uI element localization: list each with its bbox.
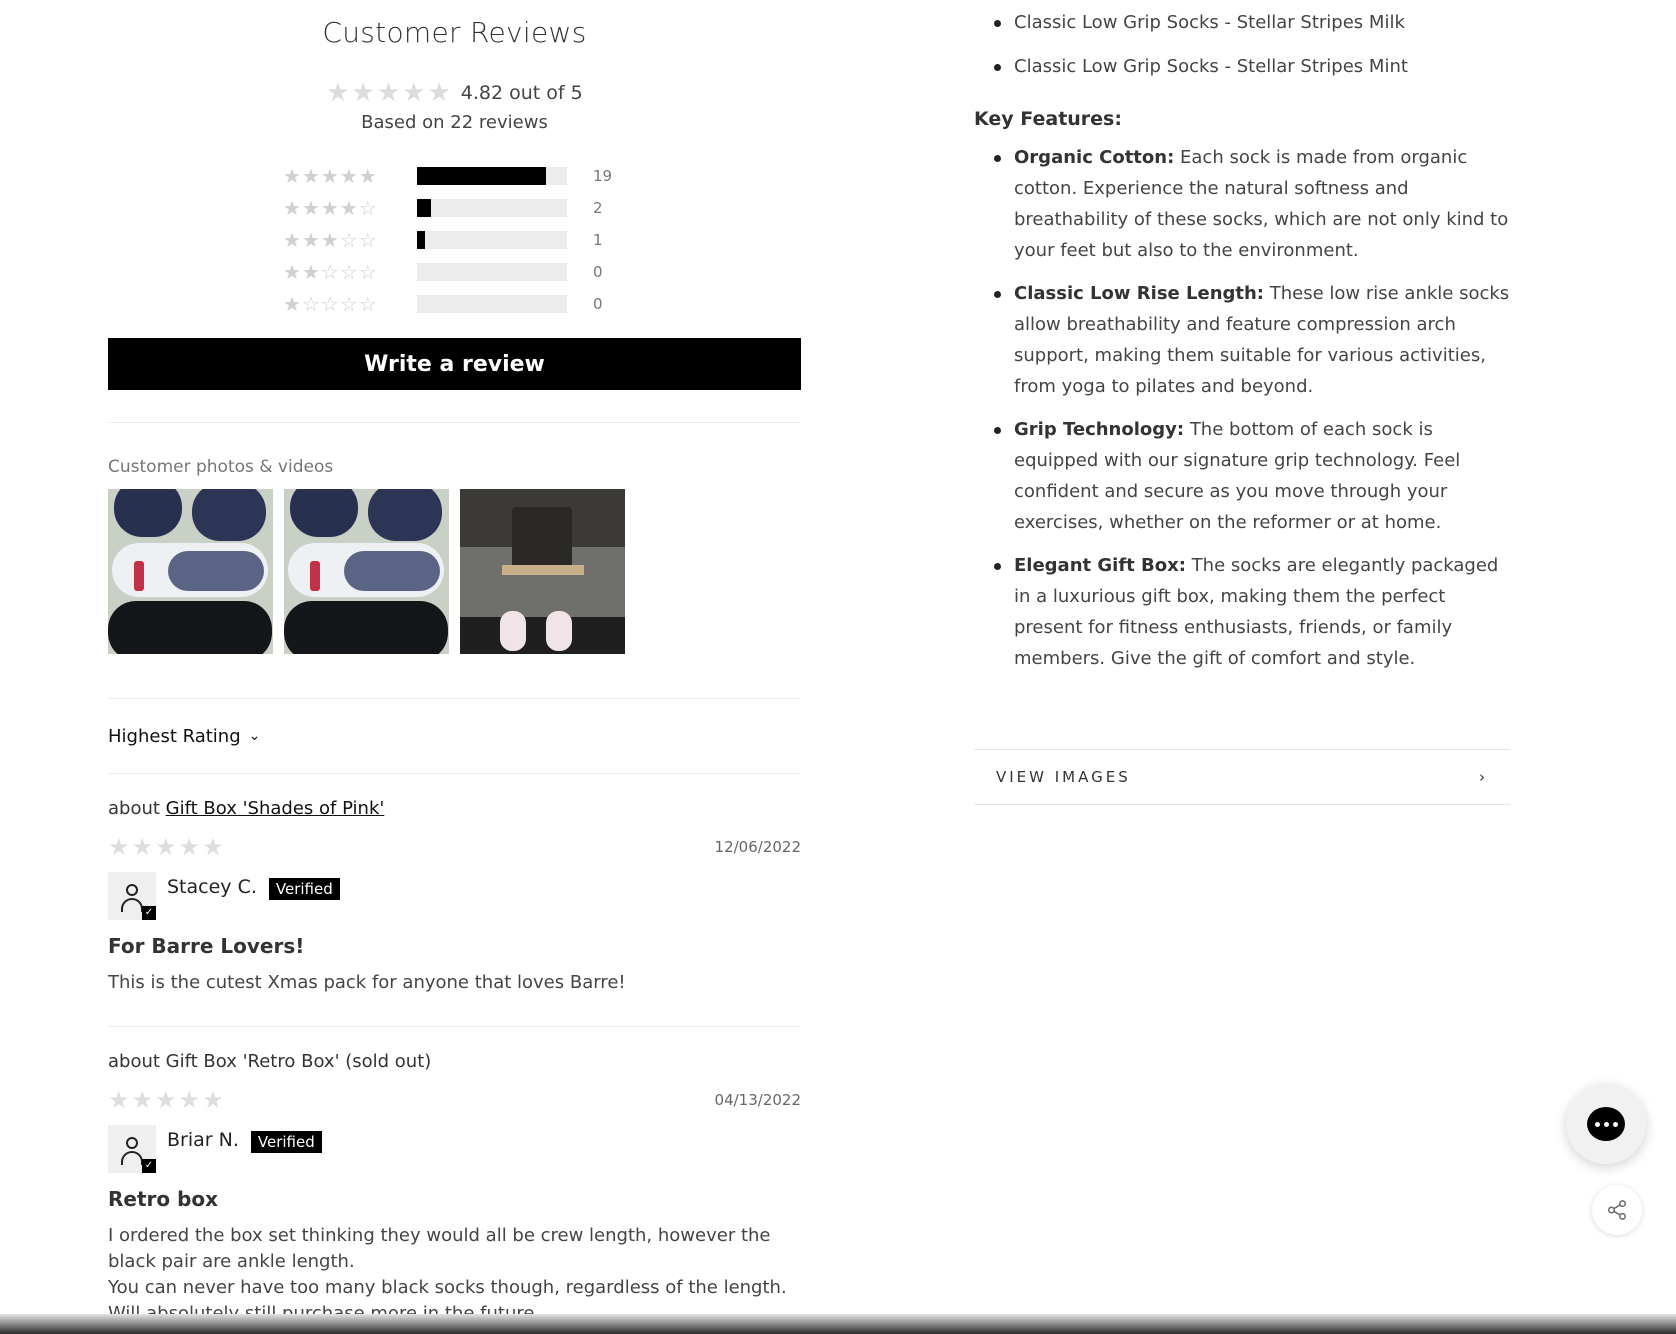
feature-title: Organic Cotton: (1014, 147, 1175, 168)
review-meta (108, 834, 801, 860)
histogram-row-3[interactable] (283, 224, 643, 256)
star-icon: ★ (320, 228, 339, 252)
histogram-count: 19 (593, 167, 613, 185)
review-video-thumbnail[interactable] (460, 489, 625, 654)
feature-item (974, 142, 1510, 266)
star-icon: ★ (376, 78, 401, 108)
star-icon: ★ (283, 164, 301, 188)
floor-mat (460, 617, 625, 654)
sock-shape (284, 601, 448, 654)
histogram-count: 0 (593, 263, 603, 281)
star-icon: ★ (108, 1086, 130, 1114)
star-icon: ★ (178, 833, 201, 861)
bullet-icon (974, 414, 1014, 538)
review-body (108, 1223, 801, 1327)
view-images-label: VIEW IMAGES (996, 768, 1131, 786)
histogram-bar (417, 263, 567, 281)
reformer-base (502, 565, 584, 575)
star-icon: ★ (326, 78, 350, 108)
sock-stripe (134, 561, 144, 591)
check-icon: ✓ (142, 906, 156, 920)
star-icon: ★ (301, 196, 320, 220)
feature-description: The bottom of each sock is equipped with our signature grip technology. Feel confident and secure as you move through your exercises, whether on the reformer or at home. (1014, 419, 1461, 533)
variant-name: Classic Low Grip Socks - Stellar Stripes Mint (1014, 56, 1408, 77)
star-icon: ★ (402, 78, 426, 108)
avatar-body (121, 898, 143, 912)
histogram-stars (283, 262, 417, 282)
histogram-bar-fill (417, 231, 425, 249)
share-button[interactable] (1592, 1185, 1642, 1235)
bullet-icon (974, 142, 1014, 266)
review-author (108, 1125, 801, 1173)
star-outline-icon: ☆ (358, 260, 377, 284)
reformer-machine (512, 507, 572, 571)
avatar-head (126, 1137, 138, 1149)
review-meta (108, 1087, 801, 1113)
customer-photos-label: Customer photos & videos (108, 457, 334, 477)
star-outline-icon: ☆ (358, 228, 377, 252)
user-icon (108, 1125, 156, 1173)
histogram-stars (283, 198, 417, 218)
review-photo-thumbnail[interactable] (284, 489, 449, 654)
feature-text (1014, 142, 1510, 266)
star-icon: ★ (320, 196, 339, 220)
histogram-bar-fill (417, 199, 431, 217)
star-icon: ★ (202, 833, 224, 861)
check-icon: ✓ (142, 1159, 156, 1173)
star-outline-icon: ☆ (339, 228, 358, 252)
key-features-heading: Key Features: (974, 108, 1122, 130)
feature-description: Each sock is made from organic cotton. Experience the natural softness and breathability of these socks, which are not only kind to your feet but also to the environment. (1014, 147, 1509, 261)
window-bottom-edge (0, 1314, 1676, 1334)
variant-name: Classic Low Grip Socks - Stellar Stripes Milk (1014, 12, 1405, 33)
review-stars (108, 835, 224, 859)
feature-text (1014, 414, 1510, 538)
histogram-row-2[interactable] (283, 256, 643, 288)
histogram-row-5[interactable] (283, 160, 643, 192)
feature-title: Classic Low Rise Length: (1014, 283, 1265, 304)
star-outline-icon: ☆ (320, 292, 339, 316)
chat-icon (1587, 1107, 1625, 1141)
histogram-bar (417, 231, 567, 249)
about-prefix: about (108, 1051, 166, 1072)
bullet-icon (974, 51, 1014, 82)
star-outline-icon: ☆ (301, 292, 320, 316)
sort-dropdown[interactable] (108, 699, 801, 773)
review-item (108, 774, 801, 996)
star-outline-icon: ☆ (320, 260, 339, 284)
foot-shape (500, 611, 526, 651)
customer-photos (108, 489, 801, 654)
histogram-count: 1 (593, 231, 603, 249)
review-author (108, 872, 801, 920)
sock-shape (368, 489, 442, 541)
feature-item (974, 550, 1510, 674)
star-icon: ★ (283, 292, 301, 316)
star-icon: ★ (301, 228, 320, 252)
star-outline-icon: ☆ (339, 260, 358, 284)
rating-histogram (283, 160, 643, 320)
review-photo-thumbnail[interactable] (108, 489, 273, 654)
foot-shape (546, 611, 572, 651)
review-title: Retro box (108, 1187, 219, 1211)
share-icon (1606, 1199, 1628, 1221)
sock-shape (108, 601, 272, 654)
feature-text (1014, 550, 1510, 674)
chat-button[interactable] (1566, 1084, 1646, 1164)
sock-shape (192, 489, 266, 541)
star-icon: ★ (178, 1086, 201, 1114)
star-icon: ★ (283, 196, 301, 220)
review-date: 12/06/2022 (714, 838, 801, 856)
reviews-widget (108, 0, 801, 1327)
review-date: 04/13/2022 (714, 1091, 801, 1109)
rating-summary (108, 80, 801, 106)
feature-item (974, 414, 1510, 538)
star-icon: ★ (155, 1086, 177, 1114)
star-icon: ★ (351, 78, 375, 108)
star-icon: ★ (155, 833, 177, 861)
user-icon (108, 872, 156, 920)
author-name: Briar N. (167, 1129, 239, 1151)
star-icon: ★ (301, 164, 320, 188)
feature-title: Elegant Gift Box: (1014, 555, 1186, 576)
star-icon: ★ (283, 228, 301, 252)
histogram-row-1[interactable] (283, 288, 643, 320)
reviews-title: Customer Reviews (322, 16, 587, 49)
product-description (974, 0, 1510, 674)
verified-badge: Verified (269, 878, 340, 900)
star-icon: ★ (301, 260, 320, 284)
star-icon: ★ (427, 78, 451, 108)
histogram-bar (417, 167, 567, 185)
review-stars (108, 1088, 224, 1112)
bullet-icon (974, 7, 1014, 38)
review-count: Based on 22 reviews (361, 112, 548, 133)
feature-description: These low rise ankle socks allow breathability and feature compression arch support, making them suitable for various activities, from yoga to pilates and beyond. (1014, 283, 1510, 397)
feature-description: The socks are elegantly packaged in a luxurious gift box, making them the perfect present for fitness enthusiasts, friends, or family members. Give the gift of comfort and style. (1014, 555, 1499, 669)
review-body: This is the cutest Xmas pack for anyone that loves Barre! (108, 972, 626, 993)
histogram-stars (283, 166, 417, 186)
review-product-name: Gift Box 'Retro Box' (sold out) (165, 1051, 432, 1072)
review-product (108, 798, 801, 824)
avatar-head (126, 884, 138, 896)
star-outline-icon: ☆ (358, 292, 377, 316)
view-images-accordion[interactable] (974, 749, 1510, 805)
sock-shape (114, 489, 182, 537)
review-product (108, 1051, 801, 1077)
review-body-line: I ordered the box set thinking they would all be crew length, however the black pair are ankle length. (108, 1225, 771, 1272)
star-icon: ★ (283, 260, 301, 284)
write-review-button[interactable]: Write a review (108, 338, 801, 390)
bullet-icon (974, 550, 1014, 674)
histogram-count: 0 (593, 295, 603, 313)
review-item (108, 1027, 801, 1327)
review-body-line: You can never have too many black socks though, regardless of the length. (108, 1277, 787, 1298)
star-icon: ★ (339, 196, 358, 220)
bullet-icon (974, 278, 1014, 402)
sock-shape (290, 489, 358, 537)
star-outline-icon: ☆ (358, 196, 377, 220)
histogram-stars (283, 294, 417, 314)
star-icon: ★ (108, 833, 130, 861)
sock-stripe (310, 561, 320, 591)
average-stars (326, 80, 451, 106)
sock-shape (168, 551, 264, 591)
star-icon: ★ (358, 164, 377, 188)
author-name: Stacey C. (167, 876, 257, 898)
sort-label: Highest Rating (108, 725, 241, 747)
about-prefix: about (108, 798, 166, 819)
variant-list-item (974, 7, 1510, 38)
verified-badge: Verified (251, 1131, 322, 1153)
histogram-stars (283, 230, 417, 250)
histogram-row-4[interactable] (283, 192, 643, 224)
star-outline-icon: ☆ (339, 292, 358, 316)
histogram-count: 2 (593, 199, 603, 217)
review-product-link[interactable]: Gift Box 'Shades of Pink' (165, 798, 385, 819)
feature-item (974, 278, 1510, 402)
star-icon: ★ (339, 164, 358, 188)
chevron-right-icon: › (1479, 768, 1488, 786)
average-rating-text: 4.82 out of 5 (460, 82, 583, 104)
feature-text (1014, 278, 1510, 402)
star-icon: ★ (131, 833, 154, 861)
star-icon: ★ (202, 1086, 224, 1114)
star-icon: ★ (131, 1086, 154, 1114)
avatar-body (121, 1151, 143, 1165)
variant-list-item (974, 51, 1510, 82)
divider (108, 422, 801, 423)
feature-title: Grip Technology: (1014, 419, 1185, 440)
chevron-down-icon: ⌄ (248, 728, 261, 744)
star-icon: ★ (320, 164, 339, 188)
histogram-bar (417, 295, 567, 313)
histogram-bar-fill (417, 167, 546, 185)
histogram-bar (417, 199, 567, 217)
review-title: For Barre Lovers! (108, 934, 305, 958)
sock-shape (344, 551, 440, 591)
